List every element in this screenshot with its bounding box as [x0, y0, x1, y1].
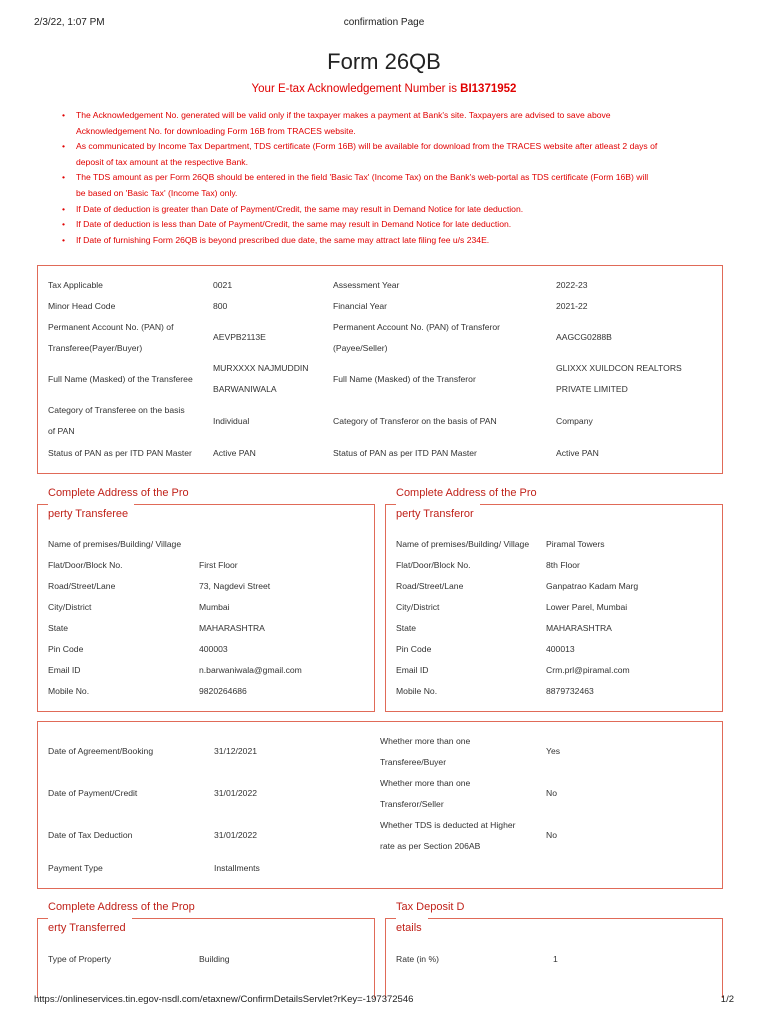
ack-number: BI1371952: [460, 83, 517, 95]
value-transferor-category: Company: [556, 416, 593, 426]
ack-prefix: Your E-tax Acknowledgement Number is: [251, 83, 461, 95]
value-transferee-email: n.barwaniwala@gmail.com: [199, 665, 302, 675]
value-assessment-year: 2022-23: [556, 280, 588, 290]
label-agreement-date: Date of Agreement/Booking: [48, 746, 154, 756]
label-transferee-flat: Flat/Door/Block No.: [48, 560, 123, 570]
property-transferred-title-cont: erty Transferred: [48, 918, 132, 939]
value-transferor-name-cont: PRIVATE LIMITED: [556, 384, 628, 394]
label-transferor-mobile: Mobile No.: [396, 686, 438, 696]
label-multi-transferee: Whether more than one: [380, 736, 471, 746]
note-item: • If Date of deduction is greater than Date of Payment/Credit, the same may result in Demand Notice for late deduction.: [62, 202, 742, 218]
value-transferee-name: MURXXXX NAJMUDDIN: [213, 363, 309, 373]
label-transferee-pan-cont: Transferee(Payer/Buyer): [48, 343, 143, 353]
label-transferee-state: State: [48, 623, 69, 633]
value-minor-head: 800: [213, 301, 228, 311]
label-assessment-year: Assessment Year: [333, 280, 400, 290]
value-multi-transferee: Yes: [546, 746, 561, 756]
value-transferee-status: Active PAN: [213, 448, 256, 458]
value-transferee-city: Mumbai: [199, 602, 230, 612]
value-transferee-pin: 400003: [199, 644, 228, 654]
value-transferor-road: Ganpatrao Kadam Marg: [546, 581, 639, 591]
print-datetime: 2/3/22, 1:07 PM: [34, 17, 105, 28]
note-item-continued: be based on 'Basic Tax' (Income Tax) only.: [76, 187, 238, 198]
value-transferee-pan: AEVPB2113E: [213, 332, 266, 342]
label-transferor-pan: Permanent Account No. (PAN) of Transferor: [333, 322, 501, 332]
transferor-address-title: Complete Address of the Pro: [396, 483, 539, 504]
label-multi-transferor: Whether more than one: [380, 778, 471, 788]
value-payment-date: 31/01/2022: [214, 788, 258, 798]
label-transferee-road: Road/Street/Lane: [48, 581, 116, 591]
value-financial-year: 2021-22: [556, 301, 588, 311]
value-transferor-pan: AAGCG0288B: [556, 332, 612, 342]
value-transferor-pin: 400013: [546, 644, 575, 654]
label-transferor-category: Category of Transferor on the basis of PAN: [333, 416, 497, 426]
note-item: • The TDS amount as per Form 26QB should be entered in the field 'Basic Tax' (Income Tax) on the Bank's web-portal as TDS certificate (Form 16B) will: [62, 170, 742, 186]
property-transferred-title: Complete Address of the Prop: [48, 897, 197, 918]
label-transferor-flat: Flat/Door/Block No.: [396, 560, 471, 570]
value-transferee-state: MAHARASHTRA: [199, 623, 265, 633]
value-property-type: Building: [199, 954, 230, 964]
label-transferor-status: Status of PAN as per ITD PAN Master: [333, 448, 477, 458]
note-item: • As communicated by Income Tax Department, TDS certificate (Form 16B) will be available for download from the TRACES website after atleast 2 days of: [62, 139, 742, 155]
transferor-address-title-cont: perty Transferor: [396, 504, 480, 525]
value-payment-type: Installments: [214, 863, 260, 873]
label-higher-rate-cont: rate as per Section 206AB: [380, 841, 481, 851]
note-item-continued: Acknowledgement No. for downloading Form 16B from TRACES website.: [76, 125, 356, 136]
print-page-title: confirmation Page: [343, 17, 425, 28]
label-multi-transferor-cont: Transferor/Seller: [380, 799, 444, 809]
label-financial-year: Financial Year: [333, 301, 387, 311]
transferee-address-title: Complete Address of the Pro: [48, 483, 191, 504]
note-item: • The Acknowledgement No. generated will be valid only if the taxpayer makes a payment at Bank's site. Taxpayers are advised to save above: [62, 108, 742, 124]
footer-page-number: 1/2: [720, 994, 734, 1005]
label-transferee-pin: Pin Code: [48, 644, 84, 654]
value-multi-transferor: No: [546, 788, 557, 798]
label-transferor-road: Road/Street/Lane: [396, 581, 464, 591]
label-transferee-status: Status of PAN as per ITD PAN Master: [48, 448, 192, 458]
value-transferor-flat: 8th Floor: [546, 560, 580, 570]
value-transferee-flat: First Floor: [199, 560, 238, 570]
label-tax-applicable: Tax Applicable: [48, 280, 103, 290]
value-transferee-road: 73, Nagdevi Street: [199, 581, 271, 591]
value-higher-rate: No: [546, 830, 557, 840]
label-higher-rate: Whether TDS is deducted at Higher: [380, 820, 516, 830]
label-deduction-date: Date of Tax Deduction: [48, 830, 133, 840]
value-transferee-mobile: 9820264686: [199, 686, 247, 696]
notes-list: [62, 108, 742, 248]
label-payment-type: Payment Type: [48, 863, 103, 873]
transferee-address-title-cont: perty Transferee: [48, 504, 134, 525]
value-transferor-name: GLIXXX XUILDCON REALTORS: [556, 363, 682, 373]
label-transferee-city: City/District: [48, 602, 92, 612]
label-transferee-category: Category of Transferee on the basis: [48, 405, 185, 415]
tax-deposit-title: Tax Deposit D: [396, 897, 466, 918]
label-transferee-premises: Name of premises/Building/ Village: [48, 539, 182, 549]
value-rate: 1: [553, 954, 558, 964]
label-transferor-pin: Pin Code: [396, 644, 432, 654]
tax-deposit-title-cont: etails: [396, 918, 428, 939]
label-minor-head: Minor Head Code: [48, 301, 116, 311]
value-transferor-email: Crm.prl@piramal.com: [546, 665, 630, 675]
value-transferee-name-cont: BARWANIWALA: [213, 384, 277, 394]
label-transferor-premises: Name of premises/Building/ Village: [396, 539, 530, 549]
label-transferee-mobile: Mobile No.: [48, 686, 90, 696]
value-transferee-category: Individual: [213, 416, 250, 426]
label-transferor-city: City/District: [396, 602, 440, 612]
value-agreement-date: 31/12/2021: [214, 746, 258, 756]
note-item-continued: deposit of tax amount at the respective Bank.: [76, 156, 248, 167]
value-transferor-status: Active PAN: [556, 448, 599, 458]
acknowledgement-line: [0, 83, 768, 95]
label-transferee-pan: Permanent Account No. (PAN) of: [48, 322, 174, 332]
label-transferee-email: Email ID: [48, 665, 81, 675]
label-transferor-name: Full Name (Masked) of the Transferor: [333, 374, 476, 384]
value-deduction-date: 31/01/2022: [214, 830, 258, 840]
value-transferor-state: MAHARASHTRA: [546, 623, 612, 633]
label-payment-date: Date of Payment/Credit: [48, 788, 138, 798]
footer-url: https://onlineservices.tin.egov-nsdl.com/etaxnew/ConfirmDetailsServlet?rKey=-197372546: [34, 994, 414, 1005]
note-item: • If Date of furnishing Form 26QB is beyond prescribed due date, the same may attract late filing fee u/s 234E.: [62, 233, 742, 249]
label-transferor-email: Email ID: [396, 665, 429, 675]
form-title: Form 26QB: [327, 49, 441, 74]
value-transferor-mobile: 8879732463: [546, 686, 594, 696]
label-transferor-state: State: [396, 623, 417, 633]
label-transferee-name: Full Name (Masked) of the Transferee: [48, 374, 193, 384]
note-item: • If Date of deduction is less than Date of Payment/Credit, the same may result in Demand Notice for late deduction.: [62, 217, 742, 233]
value-transferor-city: Lower Parel, Mumbai: [546, 602, 628, 612]
label-rate: Rate (in %): [396, 954, 439, 964]
label-transferee-category-cont: of PAN: [48, 426, 75, 436]
label-multi-transferee-cont: Transferee/Buyer: [380, 757, 447, 767]
value-transferor-premises: Piramal Towers: [546, 539, 605, 549]
label-transferor-pan-cont: (Payee/Seller): [333, 343, 388, 353]
value-tax-applicable: 0021: [213, 280, 233, 290]
label-property-type: Type of Property: [48, 954, 112, 964]
